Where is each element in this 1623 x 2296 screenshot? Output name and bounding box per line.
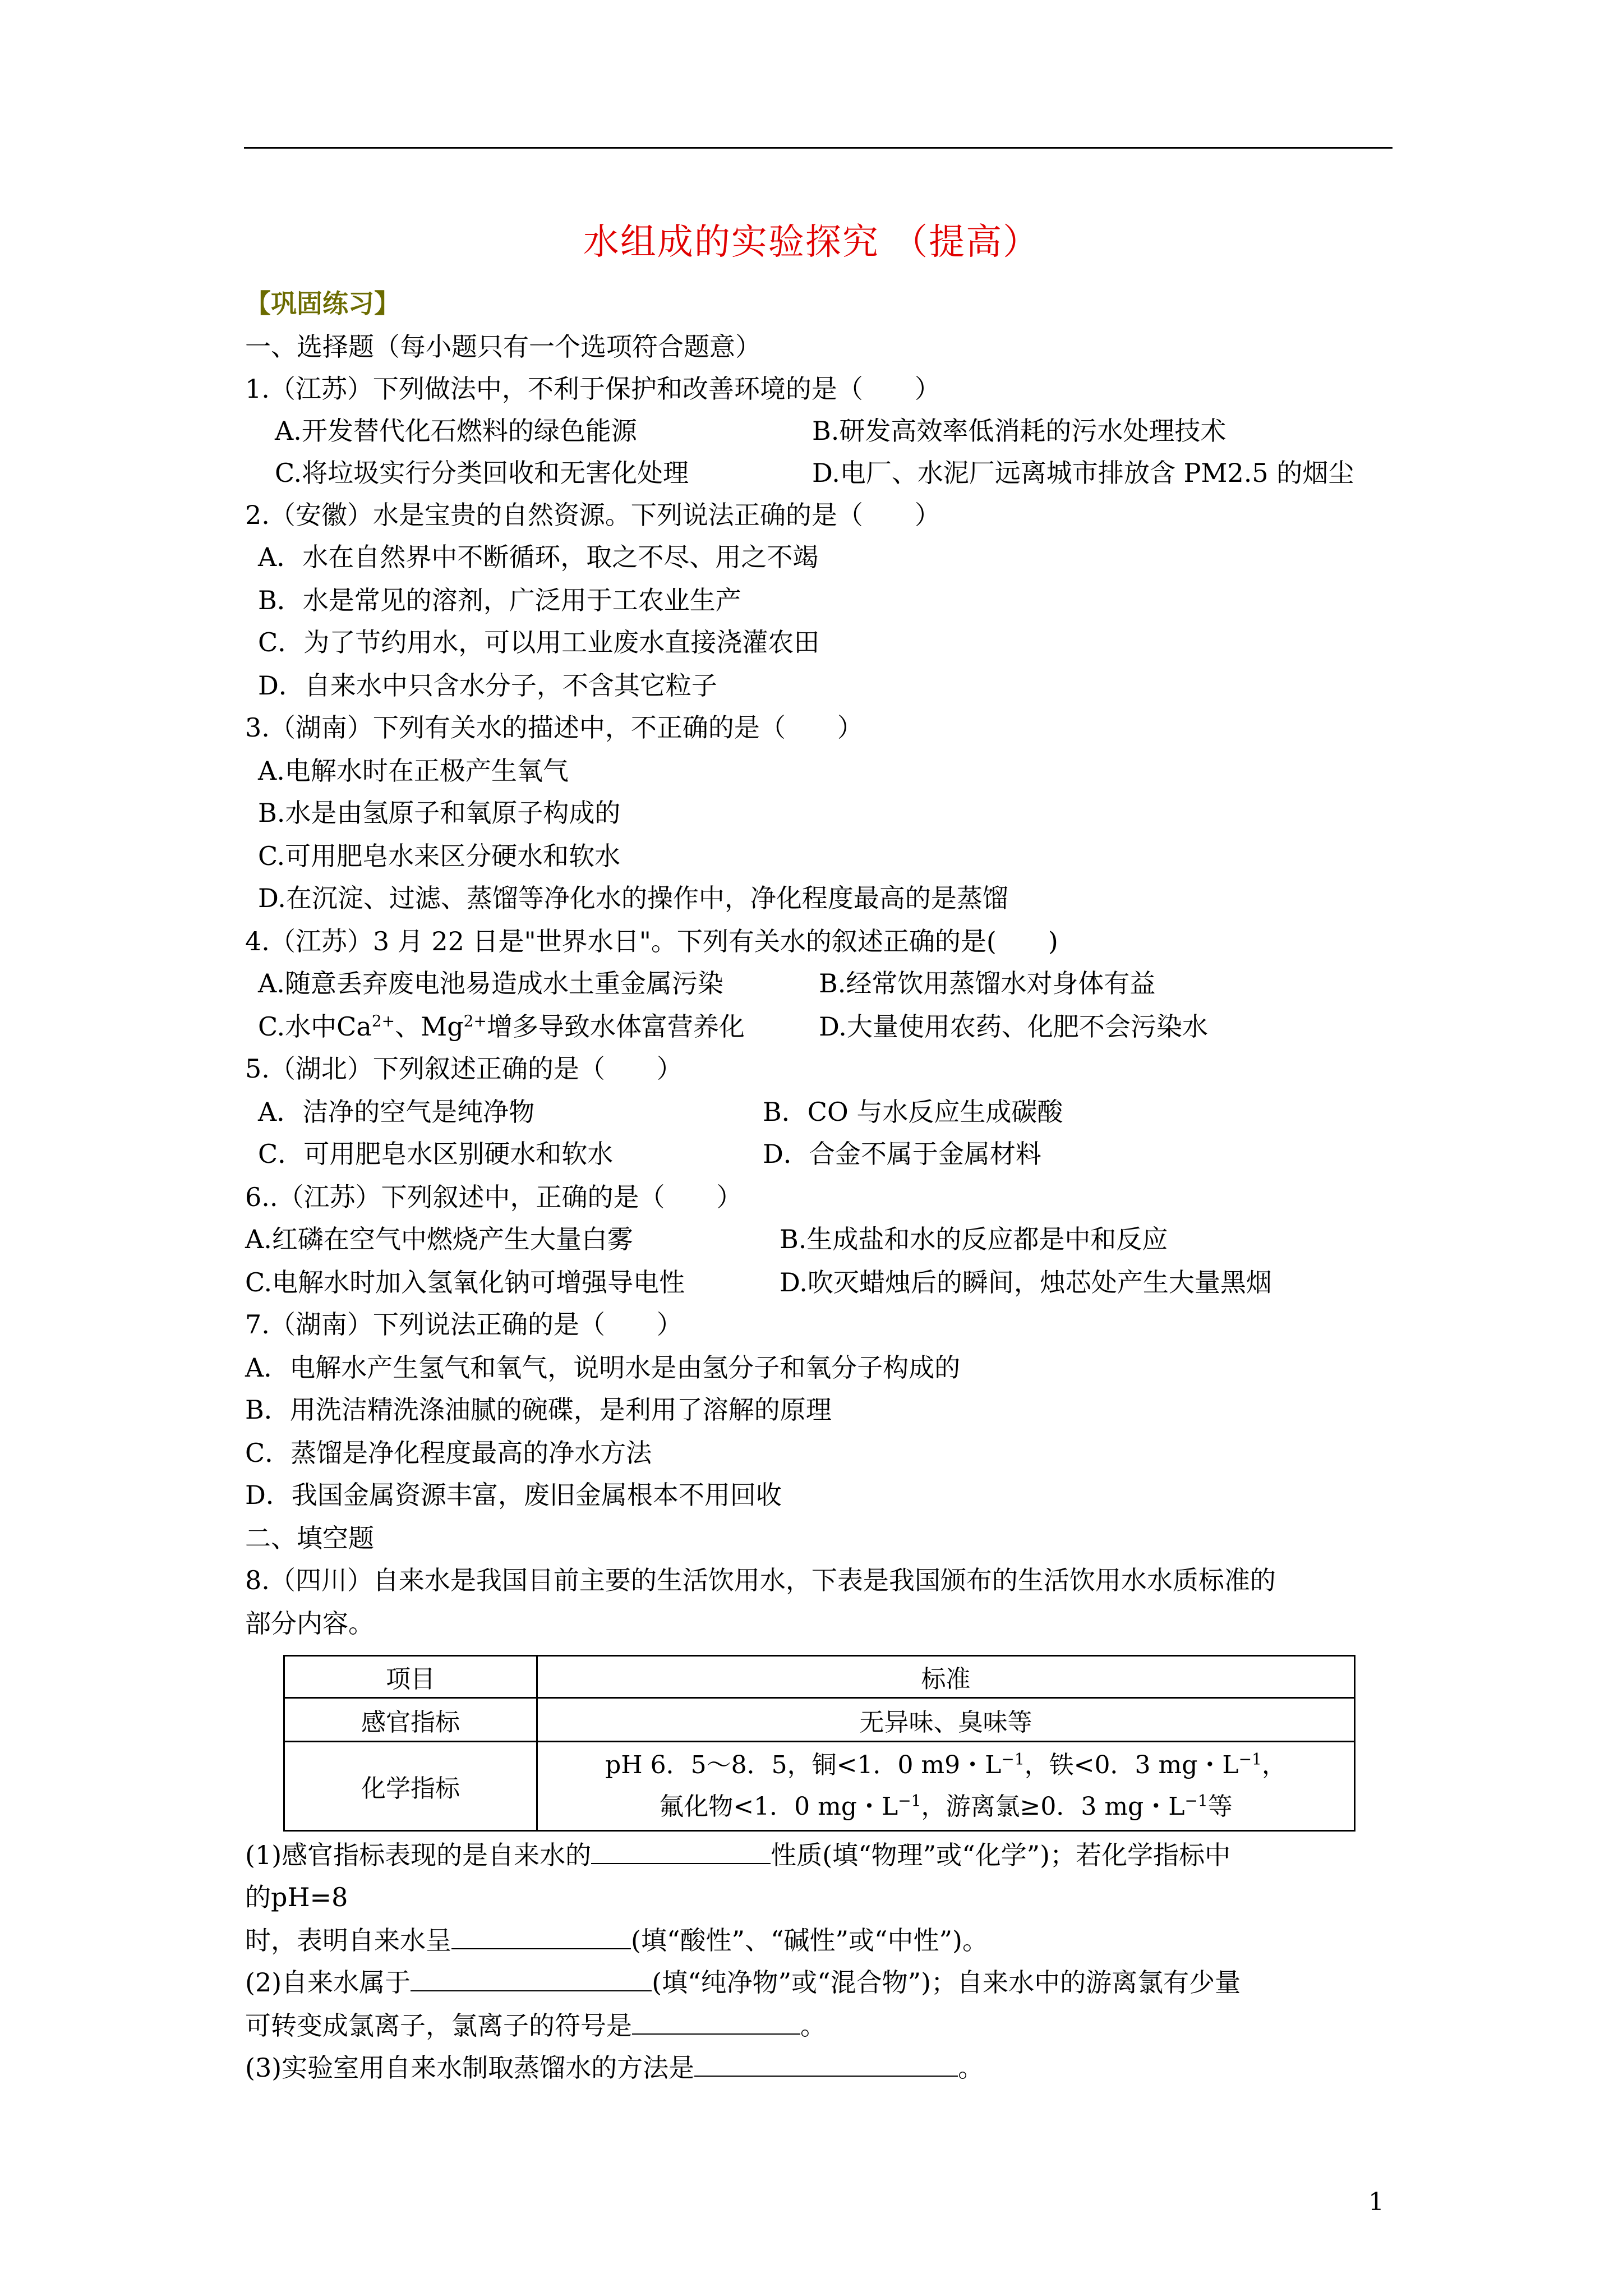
q4-option-a: A.随意丢弃废电池易造成水土重金属污染	[258, 968, 723, 999]
table-cell-sensory-label: 感官指标	[284, 1698, 537, 1742]
answer-blank-3[interactable]	[411, 1966, 652, 1991]
q2-option-a: A．水在自然界中不断循环，取之不尽、用之不竭	[258, 542, 819, 572]
q7-option-b: B．用洗洁精洗涤油腻的碗碟，是利用了溶解的原理	[245, 1395, 832, 1425]
q3-option-b: B.水是由氢原子和氧原子构成的	[258, 798, 621, 828]
q1-stem: 1.（江苏）下列做法中，不利于保护和改善环境的是（ ）	[245, 374, 940, 404]
q8-stem-line2: 部分内容。	[245, 1608, 374, 1639]
water-standard-table	[283, 1655, 1355, 1832]
q4-option-c-post: 增多导致水体富营养化	[486, 1011, 745, 1042]
q5-option-b: B．CO 与水反应生成碳酸	[763, 1097, 1063, 1127]
q3-option-d: D.在沉淀、过滤、蒸馏等净化水的操作中，净化程度最高的是蒸馏	[258, 883, 1008, 913]
q8-part2-line2: 可转变成氯离子，氯离子的符号是 。	[245, 2009, 826, 2042]
page-title: 水组成的实验探究 （提高）	[583, 222, 1040, 263]
q8-part1-line3: 时，表明自来水呈 (填“酸性”、“碱性”或“中性”)。	[245, 1924, 988, 1957]
q1-option-c: C.将垃圾实行分类回收和无害化处理	[275, 458, 689, 488]
part2-heading: 二、填空题	[245, 1523, 374, 1553]
table-cell-sensory-value: 无异味、臭味等	[537, 1698, 1355, 1742]
answer-blank-4[interactable]	[632, 2009, 800, 2035]
q5-stem: 5.（湖北）下列叙述正确的是（ ）	[245, 1053, 683, 1084]
q4-stem: 4.（江苏）3 月 22 日是"世界水日"。下列有关水的叙述正确的是( )	[245, 926, 1058, 956]
header-rule	[244, 147, 1393, 149]
q8-stem-line1: 8.（四川）自来水是我国目前主要的生活饮用水，下表是我国颁布的生活饮用水水质标准的	[245, 1565, 1276, 1595]
answer-blank-1[interactable]	[591, 1838, 771, 1864]
q2-stem: 2.（安徽）水是宝贵的自然资源。下列说法正确的是（ ）	[245, 500, 940, 530]
q4-option-d: D.大量使用农药、化肥不会污染水	[819, 1011, 1208, 1042]
q6-option-a: A.红磷在空气中燃烧产生大量白雾	[245, 1224, 633, 1254]
q4-option-b: B.经常饮用蒸馏水对身体有益	[819, 968, 1156, 999]
page-number: 1	[1368, 2188, 1384, 2216]
q2-option-d: D．自来水中只含水分子，不含其它粒子	[258, 670, 717, 701]
q8-part3-line1: (3)实验室用自来水制取蒸馏水的方法是 。	[245, 2051, 984, 2085]
q6-option-d: D.吹灭蜡烛后的瞬间，烛芯处产生大量黑烟	[780, 1267, 1272, 1297]
answer-blank-2[interactable]	[451, 1924, 631, 1949]
q4-option-c-pre: C.水中Ca	[258, 1011, 372, 1042]
q4-option-c-mid: 、Mg	[395, 1011, 464, 1042]
table-header-item: 项目	[284, 1656, 537, 1698]
q8-part1-line1: (1)感官指标表现的是自来水的 性质(填“物理”或“化学”)；若化学指标中	[245, 1838, 1230, 1872]
q8-part1-line2: 的pH=8	[245, 1882, 348, 1912]
q4-option-c-sup1: 2+	[371, 1011, 395, 1030]
part1-heading: 一、选择题（每小题只有一个选项符合题意）	[245, 332, 761, 362]
q5-option-c: C．可用肥皂水区别硬水和软水	[258, 1139, 614, 1169]
section-label: 【巩固练习】	[245, 288, 400, 319]
q4-option-c-sup2: 2+	[463, 1011, 487, 1030]
q1-option-b: B.研发高效率低消耗的污水处理技术	[812, 416, 1227, 446]
q4-option-c	[258, 1010, 745, 1043]
q2-option-c: C．为了节约用水，可以用工业废水直接浇灌农田	[258, 627, 820, 657]
q7-option-d: D．我国金属资源丰富，废旧金属根本不用回收	[245, 1480, 782, 1510]
q3-option-c: C.可用肥皂水来区分硬水和软水	[258, 841, 621, 871]
q2-option-b: B．水是常见的溶剂，广泛用于工农业生产	[258, 585, 741, 615]
q1-option-d: D.电厂、水泥厂远离城市排放含 PM2.5 的烟尘	[812, 458, 1354, 488]
table-cell-chemical-value	[537, 1742, 1355, 1831]
q6-option-b: B.生成盐和水的反应都是中和反应	[780, 1224, 1168, 1254]
q6-option-c: C.电解水时加入氢氧化钠可增强导电性	[245, 1267, 685, 1297]
q3-stem: 3.（湖南）下列有关水的描述中，不正确的是（ ）	[245, 712, 863, 743]
q7-option-a: A．电解水产生氢气和氧气，说明水是由氢分子和氧分子构成的	[245, 1352, 961, 1383]
q5-option-a: A．洁净的空气是纯净物	[258, 1097, 535, 1127]
q6-stem: 6..（江苏）下列叙述中，正确的是（ ）	[245, 1182, 743, 1212]
q7-stem: 7.（湖南）下列说法正确的是（ ）	[245, 1309, 683, 1340]
chemical-line-2: 氟化物<1．0 mg・$L^{-1}$，游离氯≥0．3 mg・$L^{-1}$等	[659, 1791, 1233, 1821]
q7-option-c: C．蒸馏是净化程度最高的净水方法	[245, 1438, 652, 1468]
chemical-line-1: pH 6．5～8．5，铜<1．0 m9・$L^{-1}$，铁<0．3 mg・$L^{-1}$，	[605, 1750, 1287, 1779]
q3-option-a: A.电解水时在正极产生氧气	[258, 756, 569, 786]
q5-option-d: D．合金不属于金属材料	[763, 1139, 1041, 1169]
table-cell-chemical-label: 化学指标	[284, 1742, 537, 1831]
q1-option-a: A.开发替代化石燃料的绿色能源	[275, 416, 637, 446]
table-header-standard: 标准	[537, 1656, 1355, 1698]
answer-blank-5[interactable]	[694, 2051, 958, 2077]
q8-part2-line1: (2)自来水属于 (填“纯净物”或“混合物”)；自来水中的游离氯有少量	[245, 1966, 1241, 1999]
